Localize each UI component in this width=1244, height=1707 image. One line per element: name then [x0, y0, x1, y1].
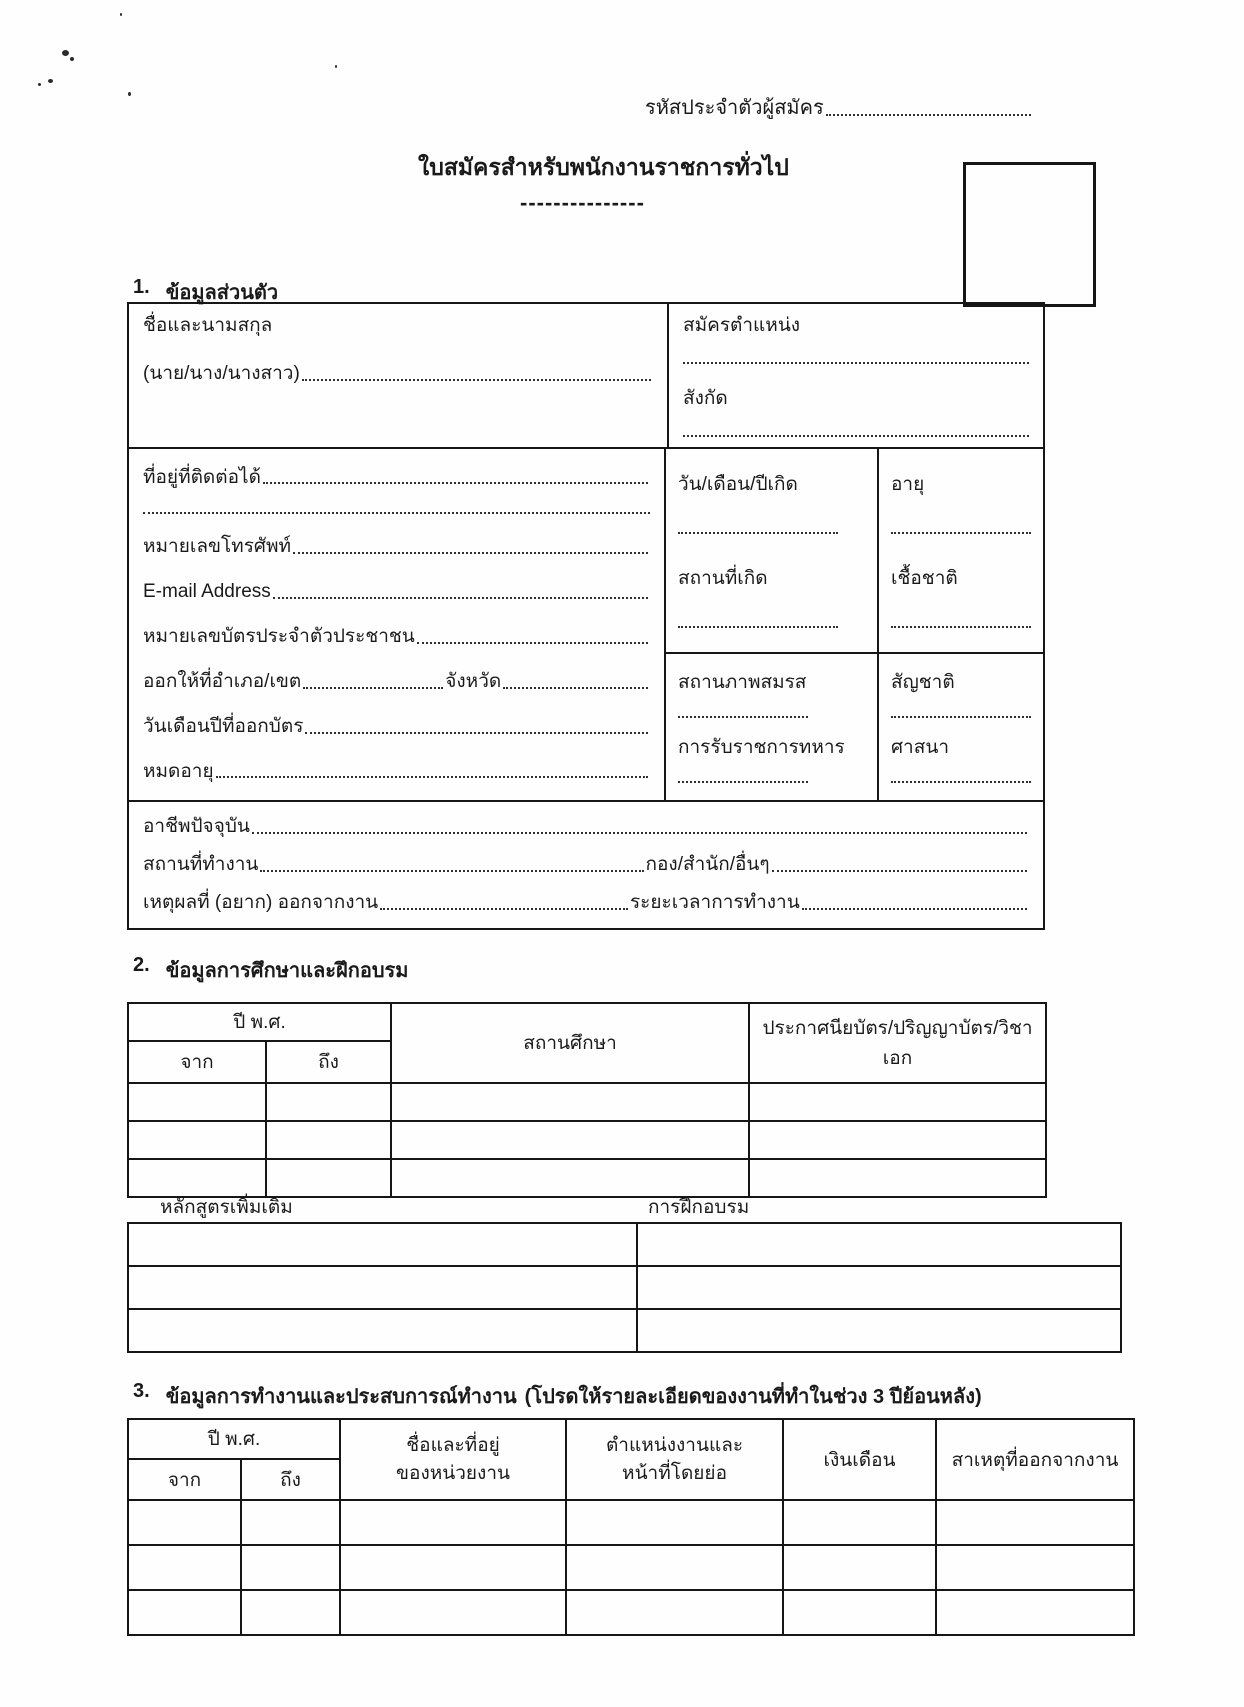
phone-line [143, 535, 650, 559]
dotted-line [678, 530, 838, 534]
organization-header [340, 1419, 566, 1500]
email-line [143, 580, 650, 604]
organization-header-line2: ของหน่วยงาน [396, 1462, 510, 1484]
table-cell [637, 1309, 1121, 1352]
certificate-header: ประกาศนียบัตร/ปริญญาบัตร/วิชาเอก [749, 1003, 1046, 1083]
dotted-line [678, 714, 808, 718]
position-cell [669, 304, 1043, 447]
table-cell [128, 1309, 637, 1352]
training-label: การฝึกอบรม [648, 1197, 750, 1218]
dotted-line [380, 908, 628, 910]
table-cell [391, 1121, 749, 1159]
organization-header-line1: ชื่อและที่อยู่ [406, 1434, 500, 1456]
table-cell [128, 1223, 637, 1266]
institution-header: สถานศึกษา [391, 1003, 749, 1083]
work-duration-label: ระยะเวลาการทำงาน [629, 892, 800, 914]
education-table [127, 1002, 1047, 1198]
province-label: จังหวัด [445, 671, 502, 693]
leave-reason-header: สาเหตุที่ออกจากงาน [936, 1419, 1134, 1500]
dotted-line [678, 779, 808, 783]
work-experience-table [127, 1418, 1135, 1636]
table-cell [128, 1590, 241, 1635]
issue-date-label: วันเดือนปีที่ออกบัตร [143, 715, 304, 737]
table-row [128, 1223, 1121, 1266]
table-cell [241, 1590, 340, 1635]
table-row [128, 1309, 1121, 1352]
scan-artifact [120, 13, 122, 16]
name-cell [129, 304, 669, 447]
table-cell [783, 1500, 936, 1545]
table-cell [128, 1121, 266, 1159]
table-cell [391, 1083, 749, 1121]
dotted-line [891, 714, 1031, 718]
table-cell [241, 1500, 340, 1545]
from-header: จาก [128, 1459, 241, 1500]
dob-label: วัน/เดือน/ปีเกิด [678, 474, 798, 496]
dotted-line [772, 870, 1027, 872]
dotted-line [302, 379, 651, 381]
contact-address-label: ที่อยู่ที่ติดต่อได้ [143, 466, 261, 488]
table-cell [340, 1500, 566, 1545]
dotted-line [683, 433, 1029, 437]
citizen-id-line [143, 625, 650, 649]
table-cell [266, 1083, 391, 1121]
table-cell [783, 1590, 936, 1635]
table-row [128, 1083, 1046, 1121]
marital-military-cell [666, 654, 879, 800]
position-header-line2: หน้าที่โดยย่อ [622, 1462, 727, 1484]
section3-title: ข้อมูลการทำงานและประสบการณ์ทำงาน [165, 1386, 517, 1408]
apply-position-label: สมัครตำแหน่ง [683, 315, 801, 336]
race-label: เชื้อชาติ [891, 567, 958, 589]
section1-number: 1. [133, 276, 150, 298]
age-label: อายุ [891, 474, 925, 496]
scan-artifact [70, 57, 74, 61]
table-row [128, 1266, 1121, 1309]
division-label: กอง/สำนัก/อื่นๆ [645, 854, 770, 876]
dotted-line [683, 360, 1029, 364]
title-underline: --------------- [520, 190, 645, 215]
additional-course-label: หลักสูตรเพิ่มเติม [160, 1197, 293, 1218]
training-table [127, 1222, 1122, 1353]
name-label: ชื่อและนามสกุล [143, 315, 273, 336]
occupation-label: อาชีพปัจจุบัน [143, 816, 250, 838]
workplace-line [143, 853, 1029, 877]
dob-birthplace-cell [666, 449, 879, 652]
section2-title: ข้อมูลการศึกษาและฝึกอบรม [165, 960, 409, 982]
table-cell [936, 1500, 1134, 1545]
applicant-id-label: รหัสประจำตัวผู้สมัคร [645, 97, 824, 119]
birth-info-cells [666, 449, 1043, 800]
table-cell [566, 1545, 783, 1590]
occupation-line [143, 815, 1029, 839]
applicant-id-line [645, 96, 1033, 121]
dotted-line [417, 642, 648, 644]
table-row [666, 449, 1043, 654]
dotted-line [143, 510, 650, 514]
year-be-header: ปี พ.ศ. [128, 1419, 340, 1459]
dotted-line [678, 624, 838, 628]
contact-address-line [143, 466, 650, 490]
expiry-label: หมดอายุ [143, 760, 214, 782]
table-row [128, 1545, 1134, 1590]
phone-label: หมายเลขโทรศัพท์ [143, 536, 292, 558]
nationality-religion-cell [879, 654, 1043, 800]
section2-heading [133, 954, 408, 986]
scan-artifact [38, 83, 41, 86]
dotted-line [826, 114, 1031, 116]
section2-number: 2. [133, 954, 150, 976]
table-cell [128, 1500, 241, 1545]
table-cell [241, 1545, 340, 1590]
table-cell [749, 1159, 1046, 1197]
position-duties-header [566, 1419, 783, 1500]
table-header-row [128, 1419, 1134, 1459]
table-cell [566, 1500, 783, 1545]
table-cell [936, 1590, 1134, 1635]
military-service-label: การรับราชการทหาร [678, 737, 845, 759]
table-cell [128, 1266, 637, 1309]
dotted-line [252, 832, 1027, 834]
section3-heading [133, 1380, 982, 1412]
issued-at-line [143, 670, 650, 694]
table-cell [749, 1083, 1046, 1121]
table-cell [637, 1266, 1121, 1309]
table-cell [128, 1083, 266, 1121]
dotted-line [305, 732, 648, 734]
dotted-line [891, 779, 1031, 783]
nationality-label: สัญชาติ [891, 672, 955, 694]
from-header: จาก [128, 1041, 266, 1083]
table-cell [340, 1590, 566, 1635]
occupation-cell [129, 802, 1043, 928]
table-cell [936, 1545, 1134, 1590]
scan-artifact [128, 92, 131, 96]
workplace-label: สถานที่ทำงาน [143, 854, 259, 876]
issued-at-label: ออกให้ที่อำเภอ/เขต [143, 671, 302, 693]
name-prefix-label: (นาย/นาง/นางสาว) [143, 362, 300, 384]
table-cell [749, 1121, 1046, 1159]
table-row [129, 449, 1043, 802]
section1-title: ข้อมูลส่วนตัว [165, 282, 279, 304]
dotted-line [273, 597, 648, 599]
form-title: ใบสมัครสำหรับพนักงานราชการทั่วไป [418, 154, 789, 180]
table-cell [783, 1545, 936, 1590]
marital-status-label: สถานภาพสมรส [678, 672, 807, 694]
table-row [129, 304, 1043, 449]
dotted-line [260, 870, 643, 872]
scan-artifact [48, 79, 53, 83]
dotted-line [216, 776, 648, 778]
table-cell [637, 1223, 1121, 1266]
to-header: ถึง [241, 1459, 340, 1500]
birthplace-label: สถานที่เกิด [678, 567, 768, 589]
age-race-cell [879, 449, 1043, 652]
table-header-row [128, 1003, 1046, 1041]
year-be-header: ปี พ.ศ. [128, 1003, 391, 1041]
salary-header: เงินเดือน [783, 1419, 936, 1500]
dotted-line [303, 687, 443, 689]
dotted-line [891, 530, 1031, 534]
photo-box [963, 162, 1096, 307]
affiliation-label: สังกัด [683, 387, 728, 409]
table-cell [566, 1590, 783, 1635]
scan-artifact [62, 50, 69, 56]
dotted-line [263, 482, 648, 484]
table-row [128, 1500, 1134, 1545]
scan-artifact [335, 65, 337, 68]
expiry-line [143, 760, 650, 784]
position-header-line1: ตำแหน่งงานและ [605, 1434, 744, 1456]
religion-label: ศาสนา [891, 737, 949, 759]
resign-reason-label: เหตุผลที่ (อยาก) ออกจากงาน [143, 892, 379, 914]
dotted-line [503, 687, 648, 689]
section3-number: 3. [133, 1380, 150, 1402]
table-cell [340, 1545, 566, 1590]
table-cell [266, 1121, 391, 1159]
issue-date-line [143, 715, 650, 739]
to-header: ถึง [266, 1041, 391, 1083]
table-cell [128, 1545, 241, 1590]
dotted-line [891, 624, 1031, 628]
table-row [128, 1121, 1046, 1159]
table-row [128, 1590, 1134, 1635]
section3-note: (โปรดให้รายละเอียดของงานที่ทำในช่วง 3 ปีย้อนหลัง) [524, 1386, 982, 1408]
dotted-line [293, 552, 648, 554]
citizen-id-label: หมายเลขบัตรประจำตัวประชาชน [143, 626, 415, 648]
dotted-line [802, 908, 1027, 910]
table-row [666, 654, 1043, 800]
contact-cell [129, 449, 666, 800]
personal-info-table [127, 302, 1045, 930]
email-label: E-mail Address [143, 581, 271, 603]
name-fill-line [143, 362, 653, 386]
resign-reason-line [143, 891, 1029, 915]
